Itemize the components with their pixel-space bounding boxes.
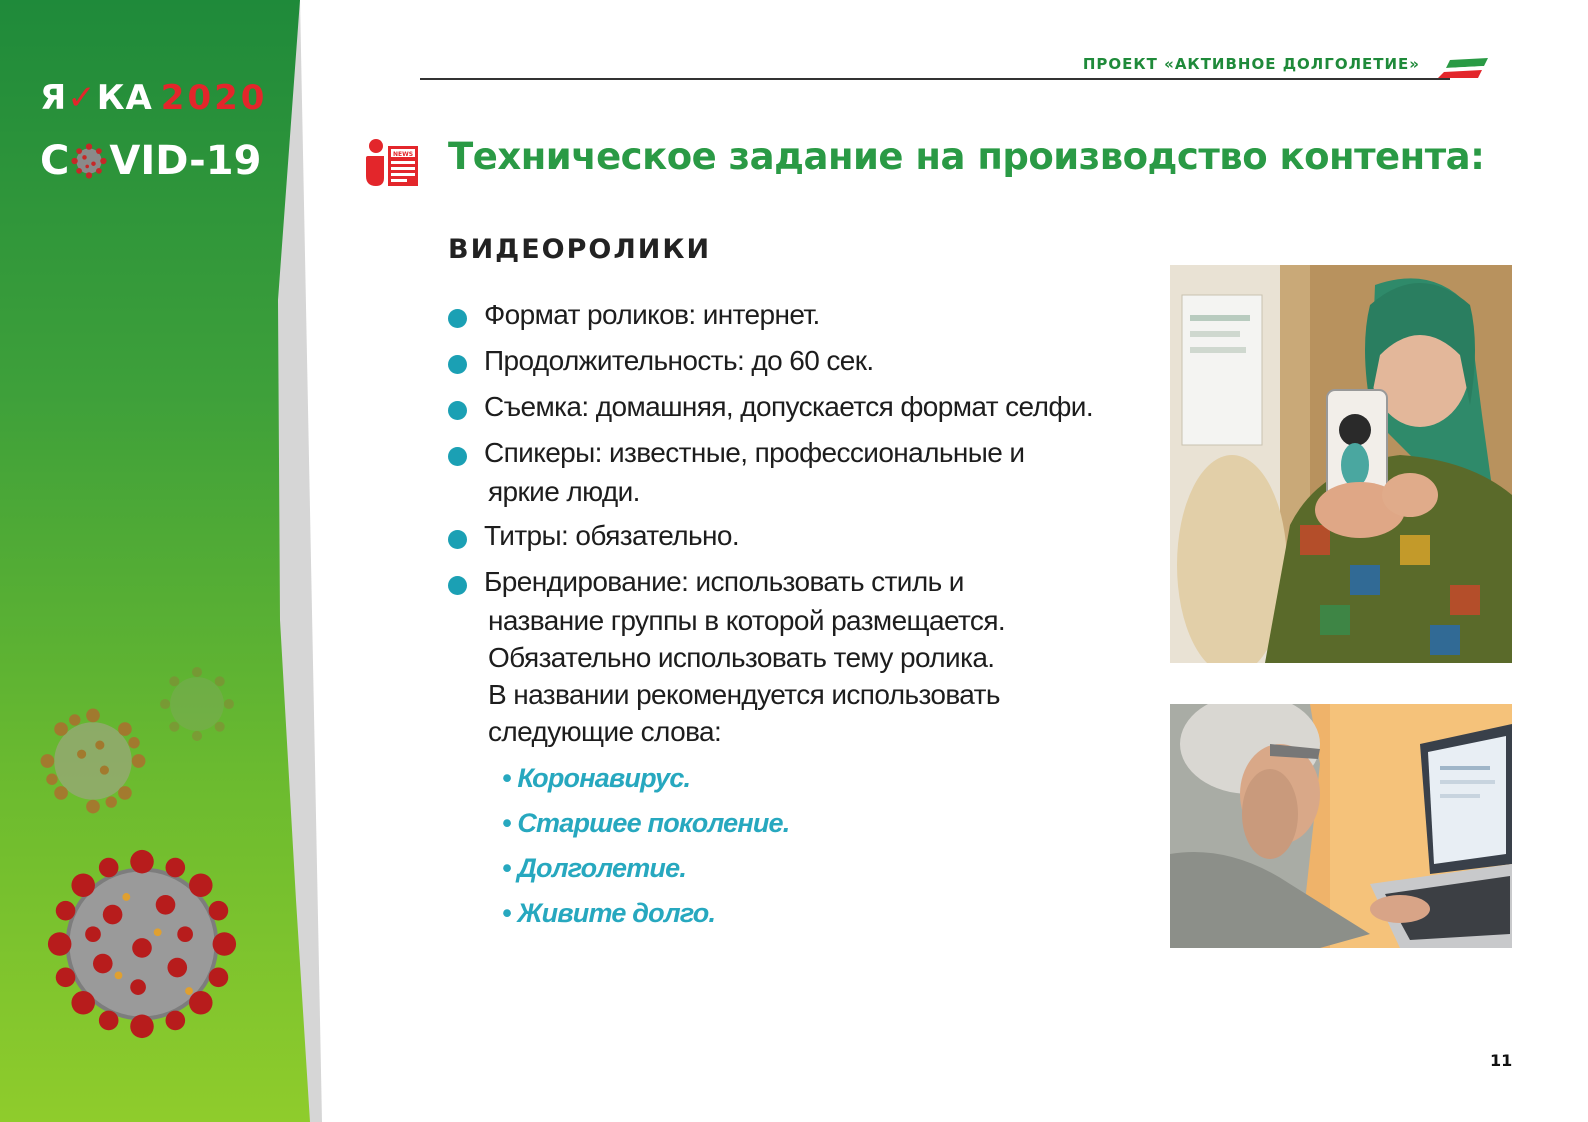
virus-faded-icon: [155, 662, 239, 746]
list-item-text: Брендирование: использовать стиль и: [484, 566, 964, 597]
yaka-2020-logo: [40, 78, 267, 118]
bullet-icon: [448, 401, 467, 420]
bullet-icon: [448, 530, 467, 549]
list-item: [446, 562, 1166, 750]
logo-vid19: VID-19: [109, 138, 262, 184]
keyword-item: • Коронавирус.: [502, 763, 691, 793]
section-heading: ВИДЕОРОЛИКИ: [448, 234, 712, 265]
page-number: 11: [1490, 1051, 1513, 1070]
list-item-text-continued: В названии рекомендуется использовать: [488, 679, 1000, 710]
news-icon: [362, 138, 420, 188]
list-item: [446, 433, 1166, 510]
list-item: [446, 341, 1166, 381]
list-item-text: Формат роликов: интернет.: [484, 299, 820, 330]
list-item-text: Спикеры: известные, профессиональные и: [484, 437, 1025, 468]
list-item: [446, 295, 1166, 335]
virus-medium-icon: [36, 704, 150, 818]
logo-year: 2020: [160, 78, 268, 118]
keyword-item: • Старшее поколение.: [502, 808, 790, 838]
bullet-icon: [448, 309, 467, 328]
header-divider: [420, 78, 1450, 80]
list-item: [446, 387, 1166, 427]
list-item-text-continued: Обязательно использовать тему ролика.: [488, 642, 995, 673]
logo-letters: КА: [96, 78, 153, 118]
virus-large-icon: [44, 846, 240, 1042]
check-mark-icon: ✓: [67, 78, 97, 118]
virus-o-icon: [71, 143, 107, 179]
logo-c: C: [40, 138, 70, 184]
keyword-item: • Долголетие.: [502, 853, 687, 883]
requirements-list: [446, 295, 1166, 756]
covid-19-logo: [40, 138, 261, 184]
list-item: [446, 516, 1166, 556]
bullet-icon: [448, 355, 467, 374]
elderly-woman-selfie-photo: [1170, 265, 1512, 663]
tatarstan-flag-icon: [1438, 58, 1488, 78]
keyword-item: • Живите долго.: [502, 898, 716, 928]
list-item-text: Съемка: домашняя, допускается формат селфи.: [484, 391, 1093, 422]
list-item-text: Титры: обязательно.: [484, 520, 740, 551]
list-item-text-continued: название группы в которой размещается.: [488, 605, 1006, 636]
bullet-icon: [448, 447, 467, 466]
news-icon-text: NEWS: [392, 151, 414, 158]
logo-letter: Я: [40, 78, 68, 118]
list-item-text-continued: следующие слова:: [488, 716, 722, 747]
list-item-text-continued: яркие люди.: [488, 476, 640, 507]
elderly-man-laptop-photo: [1170, 704, 1512, 948]
bullet-icon: [448, 576, 467, 595]
page-title: Техническое задание на производство контента:: [448, 135, 1485, 178]
project-name: ПРОЕКТ «АКТИВНОЕ ДОЛГОЛЕТИЕ»: [1082, 55, 1420, 73]
list-item-text: Продолжительность: до 60 сек.: [484, 345, 874, 376]
keyword-list: [502, 756, 789, 936]
